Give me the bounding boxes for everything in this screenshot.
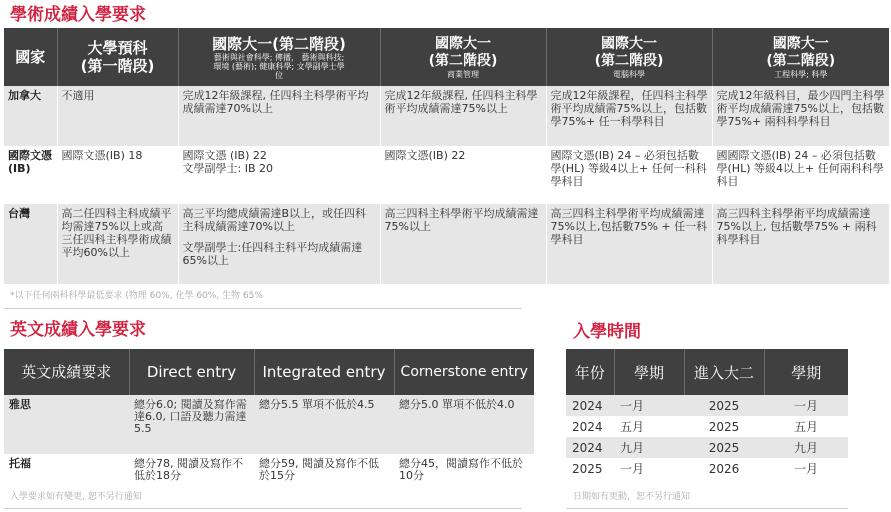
english-header-row [4,349,534,395]
intake-term: 一月 [614,458,684,479]
header-year2: 進入大二 [684,349,764,395]
academic-divider [4,308,522,309]
intake-year2: 2026 [684,458,764,479]
cell-ib-business: 國際文憑(IB) 22 [380,146,546,204]
table-row-taiwan [4,204,889,284]
cell-ib-arts-associate: 文學副學士: IB 20 [182,162,273,175]
cell-ielts-integrated: 總分5.5 單項不低於4.5 [254,395,394,454]
intake-footnote: 日期如有更動，恕不另行通知 [573,492,691,502]
cell-ib-foundation: 國際文憑(IB) 18 [57,146,178,204]
academic-header-row [4,28,889,86]
table-row [566,416,848,437]
table-row [566,458,848,479]
header-english-req: 英文成績要求 [4,349,129,395]
header-business: 國際大一 (第二階段) 商業管理 [380,28,546,86]
academic-requirements-table [4,28,889,284]
cell-ib-computing: 國際文憑(IB) 24 – 必須包括數學(HL) 等級4以上+ 任何一科科學科目 [546,146,712,204]
table-row-ib [4,146,889,204]
row-label-toefl: 托福 [4,454,129,486]
header-direct-entry: Direct entry [129,349,254,395]
table-row [566,395,848,416]
cell-ib-engineering: 國國際文憑(IB) 24 – 必須包括數學(HL) 等級4以上+ 任何兩科科學科目 [712,146,889,204]
cell-taiwan-foundation: 高二任四科主科成績平均需達75%以上或高三任四科主科學術成績平均60%以上 [57,204,178,284]
cell-toefl-direct: 總分78, 閱讀及寫作不低於18分 [129,454,254,486]
header-arts: 國際大一(第二階段) 藝術與社會科學; 傳播， 藝術與科技; 環境 (藝術); 健康科學; 文學副學士學 位 [178,28,380,86]
intake-year2: 2025 [684,437,764,458]
header-term: 學期 [614,349,684,395]
cell-toefl-cornerstone: 總分45，閱讀寫作不低於10分 [394,454,534,486]
intake-divider [566,508,848,509]
intake-term2: 一月 [764,395,848,416]
english-divider [4,508,522,509]
row-label-ib: 國際文憑 (IB) [4,146,57,204]
intake-table [566,349,848,479]
header-country: 國家 [4,28,57,86]
intake-term2: 五月 [764,416,848,437]
academic-footnote: *以下任何兩科科學最低要求 (物理 60%, 化學 60%, 生物 65% [10,291,263,301]
table-row-ielts [4,395,534,454]
row-label-taiwan: 台灣 [4,204,57,284]
header-cornerstone-entry: Cornerstone entry [394,349,534,395]
header-term2: 學期 [764,349,848,395]
cell-taiwan-engineering: 高三四科主科學術平均成績需達75%以上, 包括數學75% + 兩科科學科目 [712,204,889,284]
intake-header-row [566,349,848,395]
english-requirements-table [4,349,534,486]
cell-canada-engineering: 完成12年級科目，最少四門主科學術平均成績需達75%以上，包括數學75%+ 兩科科學科目 [712,86,889,146]
header-computing: 國際大一 (第二階段) 電腦科學 [546,28,712,86]
table-row [566,437,848,458]
cell-ib-arts-main: 國際文憑 (IB) 22 [182,149,267,162]
row-label-ielts: 雅思 [4,395,129,454]
header-foundation: 大學預科 (第一階段) [57,28,178,86]
table-row-canada [4,86,889,146]
intake-year: 2025 [566,458,614,479]
cell-taiwan-computing: 高三四科主科學術平均成績需達75%以上,包括數75% + 任一科學科目 [546,204,712,284]
intake-year: 2024 [566,416,614,437]
cell-canada-business: 完成12年級課程, 任四科主科學術平均成績需達75%以上 [380,86,546,146]
intake-term2: 一月 [764,458,848,479]
row-label-canada: 加拿大 [4,86,57,146]
intake-term: 一月 [614,395,684,416]
cell-taiwan-arts-main: 高三平均總成績需達B以上，或任四科主科成績需達70%以上 [182,207,367,233]
cell-toefl-integrated: 總分59, 閱讀及寫作不低於15分 [254,454,394,486]
intake-year2: 2025 [684,416,764,437]
cell-ielts-cornerstone: 總分5.0 單項不低於4.0 [394,395,534,454]
intake-year2: 2025 [684,395,764,416]
table-row-toefl [4,454,534,486]
header-engineering: 國際大一 (第二階段) 工程科學; 科學 [712,28,889,86]
intake-term2: 九月 [764,437,848,458]
english-footnote: 入學要求如有變更, 恕不另行通知 [10,492,142,502]
intake-section-title: 入學時間 [573,322,641,342]
academic-section-title: 學術成績入學要求 [10,5,146,25]
english-section-title: 英文成績入學要求 [10,320,146,340]
cell-taiwan-arts-associate: 文學副學士:任四科主科平均成績需達65%以上 [182,241,363,267]
cell-canada-foundation: 不適用 [57,86,178,146]
cell-taiwan-arts [178,204,380,284]
intake-year: 2024 [566,395,614,416]
intake-term: 五月 [614,416,684,437]
intake-year: 2024 [566,437,614,458]
header-integrated-entry: Integrated entry [254,349,394,395]
cell-ielts-direct: 總分6.0; 閱讀及寫作需達6.0, 口語及聽力需達5.5 [129,395,254,454]
header-year: 年份 [566,349,614,395]
cell-taiwan-business: 高三四科主科學術平均成績需達75%以上 [380,204,546,284]
cell-canada-arts: 完成12年級課程, 任四科主科學術平均成績需達70%以上 [178,86,380,146]
cell-canada-computing: 完成12年級課程，任四科主科學術平均成績需75%以上，包括數學75%+ 任一科學科目 [546,86,712,146]
intake-term: 九月 [614,437,684,458]
cell-ib-arts [178,146,380,204]
